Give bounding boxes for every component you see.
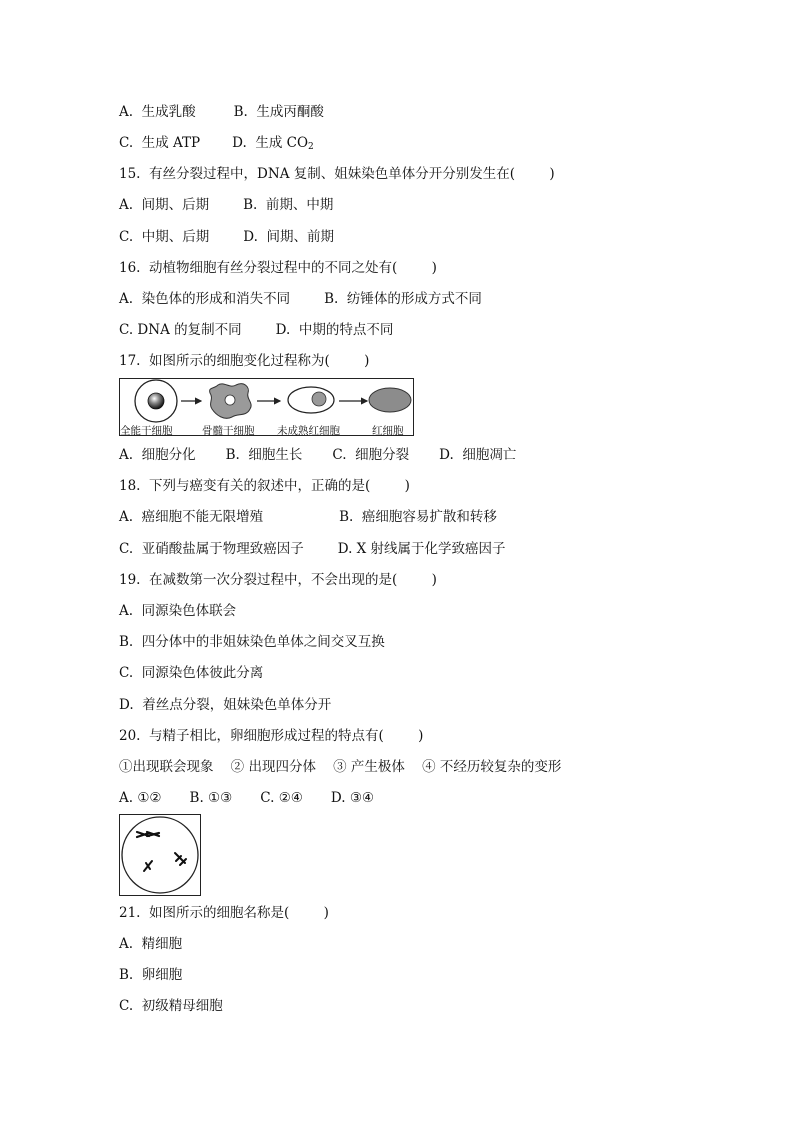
q15-stem: 15. 有丝分裂过程中，DNA 复制、姐妹染色单体分开分别发生在( ): [119, 166, 555, 182]
q17-option-a: A. 细胞分化: [119, 447, 196, 463]
label-immature-red-blood-cell: 未成熟红细胞: [277, 425, 340, 437]
q15-option-c: C. 中期、后期: [119, 229, 210, 245]
q14-option-a: A. 生成乳酸: [119, 104, 196, 120]
q18-option-a: A. 癌细胞不能无限增殖: [119, 509, 264, 525]
q16-option-c: C. DNA 的复制不同: [119, 322, 242, 338]
q19-option-d: D. 着丝点分裂，姐妹染色单体分开: [119, 697, 332, 713]
q19-option-c: C. 同源染色体彼此分离: [119, 665, 264, 681]
label-bone-marrow-stem-cell: 骨髓干细胞: [202, 425, 255, 437]
cell-outline-icon: [122, 817, 198, 893]
q17-stem: 17. 如图所示的细胞变化过程称为( ): [119, 353, 370, 369]
immature-red-blood-cell-icon: [288, 387, 334, 413]
cell-division-figure: [119, 814, 201, 896]
cell-differentiation-figure: [119, 378, 414, 436]
q21-option-a: A. 精细胞: [119, 936, 183, 952]
meiosis-cell-diagram: [120, 815, 200, 895]
q16-option-d: D. 中期的特点不同: [275, 322, 394, 338]
q14-option-row-1: [119, 103, 324, 121]
q17-options: [119, 446, 516, 464]
q20-items: ①出现联会现象 ② 出现四分体 ③ 产生极体 ④ 不经历较复杂的变形: [119, 759, 562, 775]
q20-stem: 20. 与精子相比，卵细胞形成过程的特点有( ): [119, 728, 424, 744]
q14-option-row-2: [119, 134, 314, 156]
q18-option-row-1: [119, 508, 497, 526]
bone-marrow-stem-cell-icon: [210, 384, 252, 419]
q18-option-d: D. X 射线属于化学致癌因子: [337, 541, 506, 557]
q20-option-b: B. ①③: [189, 790, 233, 806]
q18-option-row-2: [119, 540, 506, 558]
q16-option-row-2: [119, 321, 393, 339]
q16-stem: 16. 动植物细胞有丝分裂过程中的不同之处有( ): [119, 260, 437, 276]
q16-option-a: A. 染色体的形成和消失不同: [119, 291, 291, 307]
red-blood-cell-icon: [369, 388, 411, 412]
q19-option-b: B. 四分体中的非姐妹染色单体之间交叉互换: [119, 634, 385, 650]
q18-option-c: C. 亚硝酸盐属于物理致癌因子: [119, 541, 304, 557]
q19-option-a: A. 同源染色体联会: [119, 603, 237, 619]
q17-option-d: D. 细胞凋亡: [439, 447, 517, 463]
label-totipotent-stem-cell: 全能干细胞: [120, 425, 173, 437]
q15-option-a: A. 间期、后期: [119, 197, 210, 213]
q14-option-b: B. 生成丙酮酸: [233, 104, 324, 120]
q17-option-c: C. 细胞分裂: [332, 447, 410, 463]
q14-option-d: D. 生成 $CO_2$: [232, 135, 314, 152]
q15-option-b: B. 前期、中期: [243, 197, 334, 213]
q20-option-c: C. ②④: [260, 790, 303, 806]
q18-option-b: B. 癌细胞容易扩散和转移: [339, 509, 497, 525]
q15-option-row-2: [119, 228, 334, 246]
q21-option-b: B. 卵细胞: [119, 967, 183, 983]
q19-stem: 19. 在减数第一次分裂过程中，不会出现的是( ): [119, 572, 437, 588]
q20-option-d: D. ③④: [330, 790, 375, 806]
q18-stem: 18. 下列与癌变有关的叙述中，正确的是( ): [119, 478, 410, 494]
label-red-blood-cell: 红细胞: [372, 425, 404, 437]
q20-options: [119, 789, 374, 807]
q15-option-row-1: [119, 196, 333, 214]
q16-option-row-1: [119, 290, 482, 308]
q15-option-d: D. 间期、前期: [243, 229, 334, 245]
q16-option-b: B. 纺锤体的形成方式不同: [324, 291, 482, 307]
totipotent-stem-cell-icon: [135, 380, 177, 422]
q14-option-c: C. 生成 ATP: [119, 135, 201, 151]
q17-option-b: B. 细胞生长: [225, 447, 303, 463]
q21-option-c: C. 初级精母细胞: [119, 998, 223, 1014]
q21-stem: 21. 如图所示的细胞名称是( ): [119, 905, 329, 921]
q20-option-a: A. ①②: [119, 790, 162, 806]
